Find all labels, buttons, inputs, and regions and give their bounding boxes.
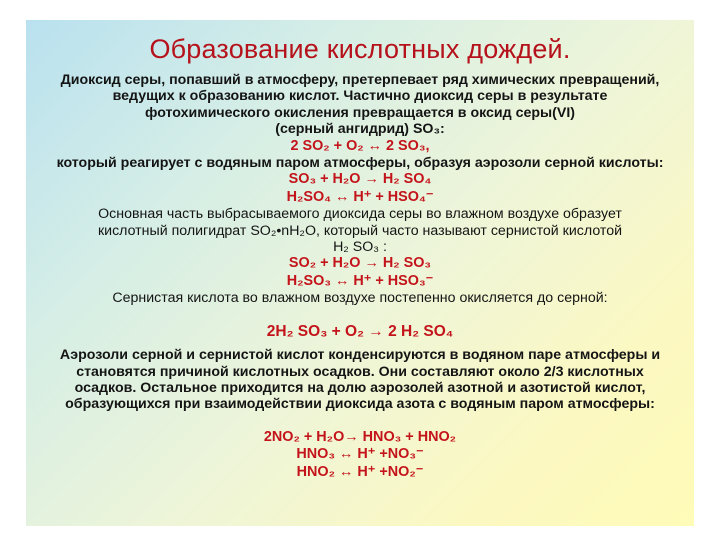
slide-content	[34, 72, 686, 481]
equation: H₂SO₃ ↔ H⁺ + HSO₃⁻	[286, 272, 434, 289]
equation: 2 SO₂ + O₂ ↔ 2 SO₃,	[290, 137, 430, 154]
slide	[26, 20, 694, 526]
paragraph-line: Аэрозоли серной и сернистой кислот конденсируются в водяном паре атмосферы и	[59, 347, 661, 364]
paragraph-line: H₂ SO₃ :	[333, 239, 387, 256]
paragraph-line: (серный ангидрид) SO₃:	[275, 121, 445, 138]
equation: 2H₂ SO₃ + O₂ → 2 H₂ SO₄	[266, 322, 454, 340]
paragraph-line: образующихся при взаимодействии диоксида азота с водяным паром атмосферы:	[65, 396, 655, 413]
paragraph-line: осадков. Остальное приходится на долю аэрозолей азотной и азотистой кислот,	[74, 379, 646, 396]
equation: 2NO₂ + H₂O→ HNO₃ + HNO₂	[263, 428, 457, 445]
equation: H₂SO₄ ↔ H⁺ + HSO₄⁻	[286, 188, 434, 205]
equation: HNO₂ ↔ H⁺ +NO₂⁻	[296, 463, 424, 480]
paragraph-line: фотохимического окисления превращается в оксид серы(VI)	[144, 104, 576, 121]
paragraph-line: Основная часть выбрасываемого диоксида серы во влажном воздухе образует	[98, 206, 622, 223]
equation: HNO₃ ↔ H⁺ +NO₃⁻	[296, 446, 424, 463]
paragraph-line: Диоксид серы, попавший в атмосферу, претерпевает ряд химических превращений,	[60, 72, 660, 88]
paragraph-line: Сернистая кислота во влажном воздухе постепенно окисляется до серной:	[112, 290, 608, 307]
paragraph-line: который реагирует с водяным паром атмосферы, образуя аэрозоли серной кислоты:	[56, 155, 664, 172]
paragraph-line: ведущих к образованию кислот. Частично диоксид серы в результате	[112, 88, 608, 105]
paragraph-line: кислотный полигидрат SO₂•nH₂O, который часто называют сернистой кислотой	[97, 222, 623, 239]
equation: SO₃ + H₂O → H₂ SO₄	[288, 171, 432, 188]
paragraph-line: становятся причиной кислотных осадков. Они составляют около 2/3 кислотных	[76, 363, 644, 380]
slide-title: Образование кислотных дождей.	[149, 34, 571, 64]
equation: SO₂ + H₂O → H₂ SO₃	[288, 255, 432, 272]
